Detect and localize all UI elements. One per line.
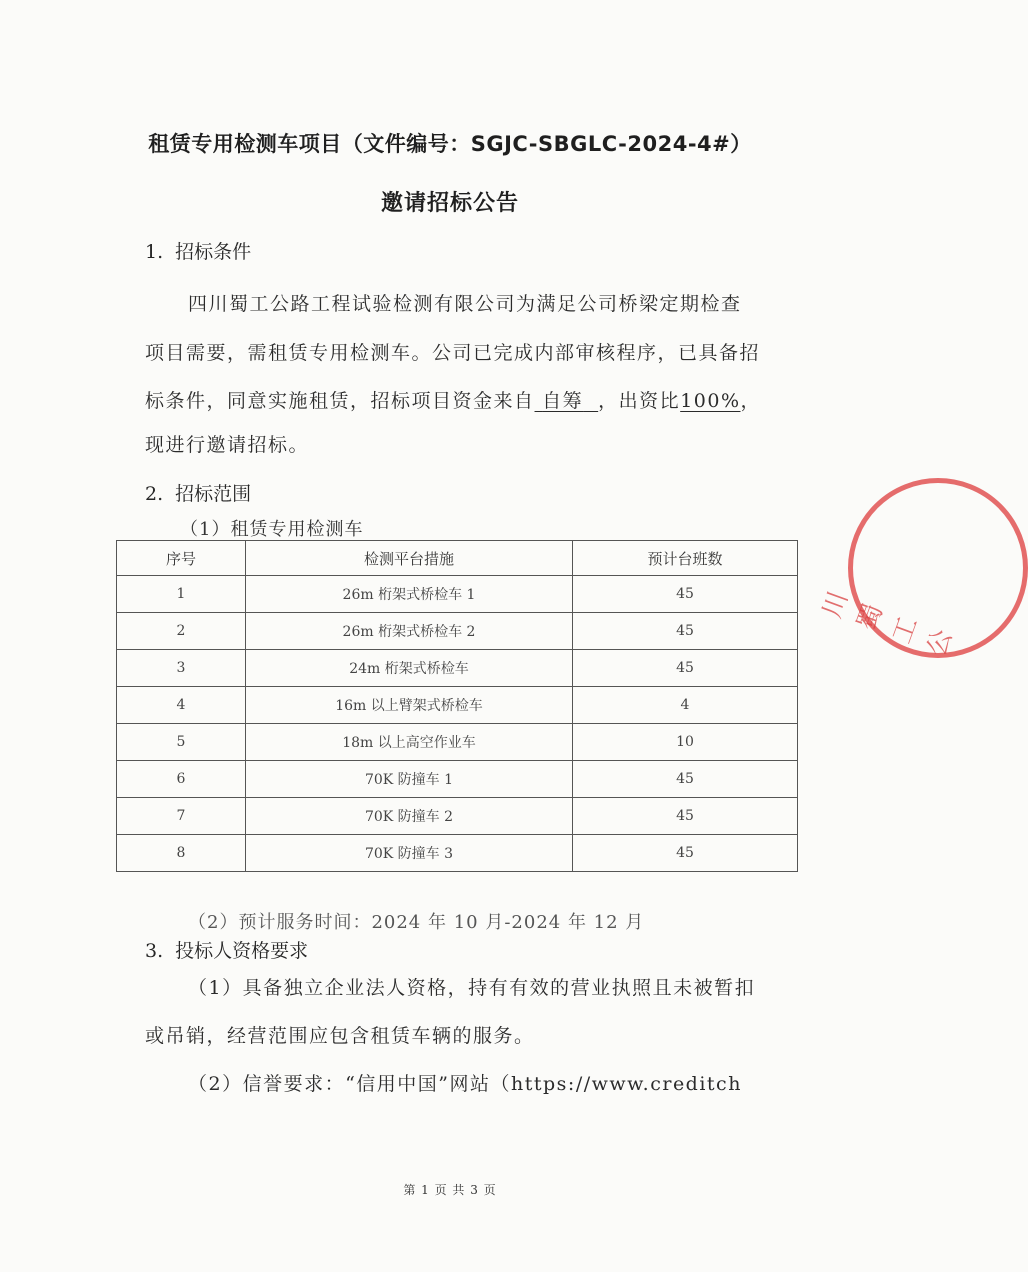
table-header-cell: 检测平台措施 — [246, 541, 573, 576]
table-row — [117, 835, 798, 872]
table-row — [117, 576, 798, 613]
section2-sub1: （1）租赁专用检测车 — [180, 519, 364, 540]
shift-count-cell: 45 — [573, 576, 798, 613]
table-row — [117, 761, 798, 798]
platform-cell: 16m 以上臂架式桥检车 — [246, 687, 573, 724]
section1-number: 1. — [145, 241, 164, 263]
table-row — [117, 687, 798, 724]
table-row — [117, 650, 798, 687]
section1-line3-b: ，出资比 — [598, 390, 681, 412]
section3-item2-line1: （2）信誉要求：“信用中国”网站（https://www.creditch — [188, 1073, 742, 1095]
section3-number: 3. — [145, 940, 164, 962]
funding-ratio: 100% — [680, 390, 741, 412]
shift-count-cell: 45 — [573, 650, 798, 687]
page-footer: 第 1 页 共 3 页 — [403, 1183, 497, 1197]
section2-heading — [145, 479, 251, 506]
shift-count-cell: 45 — [573, 613, 798, 650]
row-index-cell: 7 — [117, 798, 246, 835]
row-index-cell: 8 — [117, 835, 246, 872]
section1-line4: 现进行邀请招标。 — [145, 434, 310, 456]
section1-line3-c: ， — [740, 390, 762, 412]
platform-cell: 18m 以上高空作业车 — [246, 724, 573, 761]
table-header-cell: 序号 — [117, 541, 246, 576]
shift-count-cell: 45 — [573, 798, 798, 835]
section1-heading — [145, 237, 251, 264]
section1-line2: 项目需要，需租赁专用检测车。公司已完成内部审核程序，已具备招 — [145, 342, 761, 364]
funding-source-value: 自筹 — [542, 390, 584, 412]
section3-item1-line1: （1）具备独立企业法人资格，持有有效的营业执照且未被暂扣 — [188, 977, 756, 999]
section1-line1: 四川蜀工公路工程试验检测有限公司为满足公司桥梁定期检查 — [188, 293, 742, 315]
platform-cell: 24m 桁架式桥检车 — [246, 650, 573, 687]
section1-title: 招标条件 — [175, 241, 252, 263]
section2-number: 2. — [145, 483, 164, 505]
platform-cell: 70K 防撞车 3 — [246, 835, 573, 872]
row-index-cell: 6 — [117, 761, 246, 798]
table-row — [117, 798, 798, 835]
table-header-row — [117, 541, 798, 576]
table-row — [117, 724, 798, 761]
table-header-cell: 预计台班数 — [573, 541, 798, 576]
section1-line3 — [145, 386, 761, 413]
document-title: 租赁专用检测车项目（文件编号：SGJC-SBGLC-2024-4#） — [148, 132, 752, 156]
row-index-cell: 1 — [117, 576, 246, 613]
document-subtitle: 邀请招标公告 — [380, 191, 519, 216]
shift-count-cell: 45 — [573, 761, 798, 798]
shift-count-cell: 10 — [573, 724, 798, 761]
section3-title: 投标人资格要求 — [175, 940, 309, 962]
row-index-cell: 5 — [117, 724, 246, 761]
row-index-cell: 3 — [117, 650, 246, 687]
section3-item1-line2: 或吊销，经营范围应包含租赁车辆的服务。 — [145, 1025, 535, 1047]
section2-title: 招标范围 — [175, 483, 252, 505]
row-index-cell: 4 — [117, 687, 246, 724]
funding-source — [535, 390, 599, 412]
section2-sub2: （2）预计服务时间：2024 年 10 月-2024 年 12 月 — [188, 912, 645, 933]
platform-cell: 70K 防撞车 2 — [246, 798, 573, 835]
platform-cell: 26m 桁架式桥检车 1 — [246, 576, 573, 613]
platform-cell: 70K 防撞车 1 — [246, 761, 573, 798]
shift-count-cell: 45 — [573, 835, 798, 872]
section3-heading — [145, 936, 308, 963]
platform-cell: 26m 桁架式桥检车 2 — [246, 613, 573, 650]
company-seal-text: 川蜀工公 — [817, 587, 959, 661]
table-row — [117, 613, 798, 650]
section1-line3-a: 标条件，同意实施租赁，招标项目资金来自 — [145, 390, 535, 412]
vehicle-table — [116, 540, 798, 872]
row-index-cell: 2 — [117, 613, 246, 650]
shift-count-cell: 4 — [573, 687, 798, 724]
